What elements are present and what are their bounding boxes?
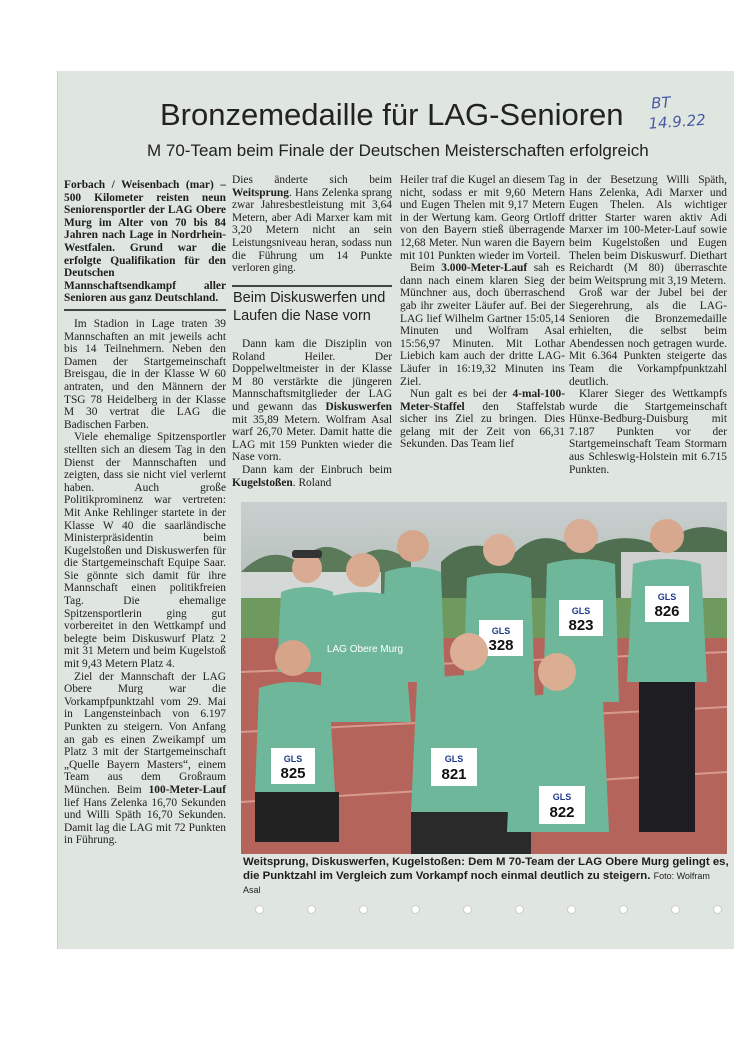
- hole: [567, 905, 576, 914]
- bold-run: 100-Meter-Lauf: [148, 783, 226, 796]
- paragraph: Im Stadion in Lage traten 39 Mannschaften an mit jeweils acht bis 14 Teilnehmern. Neben den Damen der Startgemeinschaft Breisgau, die in der Klasse W 60 antraten, und den Männern der TSG 78 Heidelberg in der Klasse M 30 vertrat die LAG die Badischen Farben.: [64, 318, 226, 431]
- bib-brand: GLS: [571, 606, 591, 616]
- paragraph: [232, 464, 392, 489]
- paragraph: [64, 671, 226, 847]
- bib-brand: GLS: [491, 626, 511, 636]
- hole: [671, 905, 680, 914]
- hole: [411, 905, 420, 914]
- column-2-body: [232, 338, 392, 489]
- paragraph: Heiler traf die Kugel an diesem Tag nicht, sodass er mit 9,60 Metern und Eugen Thelen mit 9,17 Metern in der Wertung kam. Georg Ortloff von den Bayern stieß überragende 12,68 Meter. Nun waren die Bayern mit 101 Punkten wieder im Vorteil.: [400, 174, 565, 262]
- caption-text: Weitsprung, Diskuswerfen, Kugelstoßen: Dem M 70-Team der LAG Obere Murg gelingt es, die Punktzahl im Vergleich zum Vorkampf noch einmal deutlich zu steigern.: [243, 856, 729, 882]
- text-run: Nun galt es bei der: [410, 388, 513, 401]
- paragraph: Groß war der Jubel bei der Siegerehrung, als die LAG-Senioren die Bronzemedaille erhielten, die selbst beim Abendessen noch getragen wurde. Mit 6.364 Punkten steigerte das Team die Vorkampfpunktzahl deutlich.: [569, 287, 727, 388]
- bold-run: Kugelstoßen: [232, 476, 293, 489]
- bold-run: Diskuswerfen: [325, 400, 392, 413]
- bib-number: 825: [280, 765, 306, 782]
- column-1-body: [64, 318, 226, 847]
- paragraph: Klarer Sieger des Wettkampfs wurde die Startgemeinschaft Hünxe-Bedburg-Duisburg mit 7.187 Punkten vor der Startgemeinschaft Team Stormarn aus Schleswig-Holstein mit 6.715 Punkten.: [569, 388, 727, 476]
- article-subheadline: M 70-Team beim Finale der Deutschen Meisterschaften erfolgreich: [147, 141, 649, 160]
- bib-number: 328: [488, 637, 514, 654]
- text-run: mit 35,89 Metern. Wolfram Asal warf 26,70 Meter. Damit hatte die LAG mit 159 Punkten wieder die Nase vorn.: [232, 413, 392, 464]
- athlete-back-826: [627, 519, 707, 832]
- interhead-divider: [232, 285, 392, 287]
- team-photo-illustration: [241, 502, 727, 854]
- team-photo: [241, 502, 727, 854]
- interheadline: Beim Diskuswerfen und Laufen die Nase vorn: [233, 290, 386, 324]
- hole: [463, 905, 472, 914]
- hole: [713, 905, 722, 914]
- text-run: lief Hans Zelenka 16,70 Sekunden und Willi Späth 16,70 Sekunden. Damit lag die LAG mit 72 Punkten in Führung.: [64, 796, 226, 847]
- text-run: Beim: [410, 262, 442, 275]
- bib-number: 826: [654, 603, 680, 620]
- bib-brand: GLS: [552, 792, 572, 802]
- lead-paragraph: Forbach / Weisenbach (mar) – 500 Kilometer reisten neun Seniorensportler der LAG Obere Murg im Alter von 70 bis 84 Jahren nach Lage in Nordrhein-Westfalen. Grund war die erfolgte Qualifikation für den Deutschen Mannschaftsendkampf aller Senioren aus ganz Deutschland.: [64, 179, 226, 305]
- article-headline: Bronzemedaille für LAG-Senioren: [160, 97, 624, 132]
- text-run: . Roland: [292, 476, 332, 489]
- column-1-lead: [64, 179, 226, 305]
- handwritten-note: [646, 88, 729, 141]
- shirt-print: LAG Obere Murg: [326, 644, 404, 655]
- bib-number: 822: [549, 804, 575, 821]
- hole: [255, 905, 264, 914]
- paragraph: Viele ehemalige Spitzensportler stellten sich an diesem Tag in den Dienst der Mannschaften und zeigten, dass sie nicht viel verlernt haben. Auch große Politikprominenz war vertreten: Mit Anke Rehlinger startete in der Klasse W 40 die saarländische Ministerpräsidentin beim Kugelstoßen und Diskuswerfen für die Startgemeinschaft Equipe Saar. Sie gönnte sich damit für ihre Mannschaft einen politikfreien Tag. Die ehemalige Spitzensportlerin ging gut vorbereitet in den Wettkampf und belegte beim Diskuswurf Platz 2 mit 31 Metern und beim Kugelstoß mit 9,43 Metern Platz 4.: [64, 431, 226, 671]
- text-run: sah es dann nach einem klaren Sieg der Münchner aus, doch überraschend gab ihr zweiter Läufer auf. Bei der LAG lief Wilhelm Gartner 15:05,14 Minuten und Wolfram Asal 15:56,97 Minuten. Mit Lothar Liebich kam auch der dritte LAG-Läufer in 16:19,32 Minuten ins Ziel.: [400, 262, 565, 388]
- handwritten-date: 14.9.22: [647, 110, 707, 133]
- column-2-top: [232, 174, 392, 275]
- hole: [359, 905, 368, 914]
- text-run: den Staffelstab sicher ins Ziel zu bringen. Dies gelang mit der Zeit von 66,31 Sekunden. Das Team lief: [400, 400, 565, 451]
- bib-brand: GLS: [283, 754, 303, 764]
- text-run: . Hans Zelenka sprang zwar Jahresbestleistung mit 3,64 Metern, aber Adi Marxer kam mit 3,20 Metern nicht an sein Leistungsniveau heran, sodass nun die Führung um 14 Punkte verloren ging.: [232, 186, 392, 275]
- column-4: [569, 174, 727, 476]
- paragraph: [232, 174, 392, 275]
- bold-run: Weitsprung: [232, 186, 289, 199]
- text-run: Dann kam der Einbruch beim: [242, 463, 392, 476]
- photo-caption: [243, 855, 729, 897]
- paragraph: [400, 388, 565, 451]
- column-3: [400, 174, 565, 451]
- text-run: Ziel der Mannschaft der LAG Obere Murg war die Vorkampfpunktzahl vom 29. Mai in Langensteinbach von 6.197 Punkten zu steigern. Von Anfang an gab es einen Zweikampf um Platz 3 mit der Startgemeinschaft „Quelle Bayern Masters“, einem Team aus dem Großraum München. Beim: [64, 670, 226, 796]
- hole: [515, 905, 524, 914]
- bib-number: 821: [441, 766, 467, 783]
- bold-run: 3.000-Meter-Lauf: [441, 262, 528, 275]
- hole: [619, 905, 628, 914]
- paragraph: in der Besetzung Willi Späth, Hans Zelenka, Adi Marxer und Eugen Thelen. Als wichtiger dritter Starter waren aktiv Adi Marxer im 100-Meter-Lauf sowie beim Kugelstoßen und Eugen Thelen beim Diskuswurf. Diethart Reichardt (M 80) überraschte beim Weitsprung mit 3,19 Metern.: [569, 174, 727, 287]
- lead-divider: [64, 309, 226, 311]
- bib-number: 823: [568, 617, 594, 634]
- perforation-holes: [255, 905, 725, 915]
- hole: [307, 905, 316, 914]
- handwritten-source: BT: [650, 93, 672, 113]
- paragraph: [232, 338, 392, 464]
- paragraph: [400, 262, 565, 388]
- text-run: Dies änderte sich beim: [232, 174, 392, 186]
- bib-brand: GLS: [657, 592, 677, 602]
- bib-brand: GLS: [444, 754, 464, 764]
- photo-credit: Foto: Wolfram Asal: [243, 871, 710, 895]
- text-run: Dann kam die Disziplin von Roland Heiler. Der Doppelweltmeister in der Klasse M 80 verstärkte die jüngeren Mannschaftsmitglieder der LAG und gewann das: [232, 338, 392, 413]
- bold-run: 4-mal-100-Meter-Staffel: [400, 388, 565, 413]
